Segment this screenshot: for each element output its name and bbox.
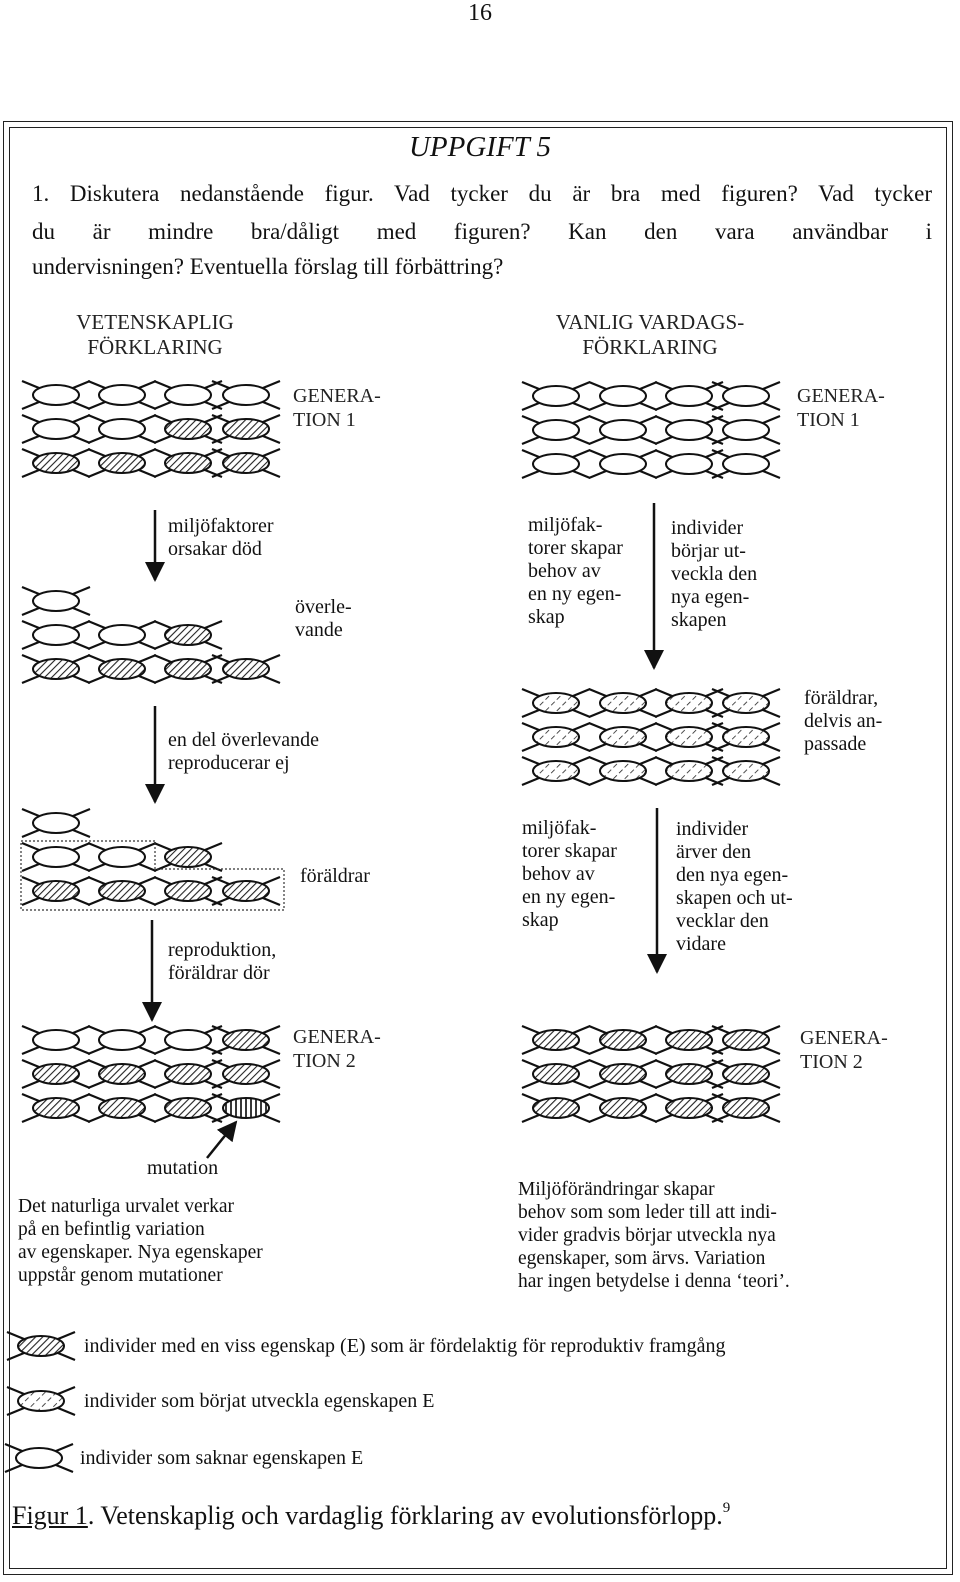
left-header: VETENSKAPLIG FÖRKLARING [76,310,234,359]
legend-text-partial: individer som börjat utveckla egenskapen E [84,1390,435,1412]
right-parents-label: föräldrar, delvis an- passade [804,687,883,755]
hatched-individual-icon [154,1094,222,1122]
plain-individual-icon [712,450,780,478]
right-step2-left-label: miljöfak- torer skapar behov av en ny egen- skap [522,817,617,931]
hatched-individual-icon [22,1094,90,1122]
hatched-individual-icon [712,1026,780,1054]
hatched-individual-icon [154,415,222,443]
hatched-individual-icon [655,1026,723,1054]
legend-text-plain: individer som saknar egenskapen E [80,1447,364,1469]
plain-individual-icon [655,382,723,410]
right-step1-right-label: individer börjar ut- veckla den nya egen- skapen [671,517,758,631]
plain-individual-icon [154,1026,222,1054]
hatched-individual-icon [212,877,280,905]
plain-individual-icon [589,382,657,410]
left-gen2-label: GENERA- TION 2 [293,1026,381,1072]
hatched-individual-icon [22,1060,90,1088]
hatched-individual-icon [522,1094,590,1122]
hatched-individual-icon [522,1026,590,1054]
mutant-individual-icon [212,1094,280,1122]
plain-individual-icon [22,381,90,409]
hatched-individual-icon [88,1060,156,1088]
parents-label: föräldrar [300,865,370,887]
right-summary: Miljöförändringar skapar behov som som leder till att indi- vider gradvis börjar utveckla nya egenskaper, som ärvs. Variation har ingen betydelse i denna ‘teori’. [518,1179,790,1292]
hatched-individual-icon [589,1060,657,1088]
hatched-individual-icon [154,655,222,683]
left-gen1-label: GENERA- TION 1 [293,385,381,431]
partially-hatched-individual-icon [655,689,723,717]
right-step2-right-label: individer ärver den den nya egen- skapen och ut- vecklar den vidare [676,818,793,955]
left-step3-label: reproduktion, föräldrar dör [168,939,277,984]
plain-individual-icon [22,415,90,443]
hatched-individual-icon [589,1026,657,1054]
left-step2-label: en del överlevande reproducerar ej [168,729,320,774]
task-title: UPPGIFT 5 [408,131,552,163]
hatched-individual-icon [88,877,156,905]
mutation-label: mutation [147,1157,219,1179]
plain-individual-icon [522,450,590,478]
partially-hatched-individual-icon [712,723,780,751]
plain-individual-icon [589,416,657,444]
plain-individual-icon [522,416,590,444]
hatched-individual-icon [212,1060,280,1088]
hatched-individual-icon [655,1060,723,1088]
plain-individual-icon [22,587,90,615]
right-step1-left-label: miljöfak- torer skapar behov av en ny egen- skap [528,514,623,628]
left-step1-label: miljöfaktorer orsakar död [168,515,274,560]
hatched-individual-icon [712,1060,780,1088]
hatched-individual-icon [22,655,90,683]
hatched-individual-icon [522,1060,590,1088]
partially-hatched-individual-icon [522,723,590,751]
hatched-individual-icon [88,1094,156,1122]
footnote-marker: 9 [722,1500,731,1516]
partially-hatched-individual-icon [712,757,780,785]
hatched-individual-icon [154,621,222,649]
partially-hatched-individual-icon [589,723,657,751]
hatched-individual-icon [712,1094,780,1122]
plain-individual-icon [22,809,90,837]
hatched-individual-icon [22,877,90,905]
partially-hatched-individual-icon [655,757,723,785]
plain-individual-icon [655,450,723,478]
plain-individual-icon [22,843,90,871]
partially-hatched-individual-icon [7,1387,75,1415]
plain-individual-icon [22,621,90,649]
page-number: 16 [468,0,492,26]
plain-individual-icon [88,1026,156,1054]
plain-individual-icon [88,621,156,649]
plain-individual-icon [88,381,156,409]
hatched-individual-icon [154,843,222,871]
plain-individual-icon [522,382,590,410]
partially-hatched-individual-icon [655,723,723,751]
hatched-individual-icon [212,449,280,477]
hatched-individual-icon [88,655,156,683]
right-gen2-label: GENERA- TION 2 [800,1027,888,1073]
plain-individual-icon [589,450,657,478]
hatched-individual-icon [589,1094,657,1122]
question-line: du är mindre bra/dåligt med figuren? Kan den vara användbar i [32,219,932,244]
plain-individual-icon [88,843,156,871]
right-gen1-label: GENERA- TION 1 [797,385,885,431]
partially-hatched-individual-icon [589,757,657,785]
hatched-individual-icon [212,415,280,443]
hatched-individual-icon [212,655,280,683]
left-summary: Det naturliga urvalet verkar på en befintlig variation av egenskaper. Nya egenskaper uppstår genom mutationer [18,1196,263,1286]
mutation-arrow [207,1122,236,1158]
figure-label: Figur 1 [12,1501,88,1530]
hatched-individual-icon [22,449,90,477]
plain-individual-icon [88,415,156,443]
hatched-individual-icon [154,1060,222,1088]
question-line: undervisningen? Eventuella förslag till förbättring? [32,254,504,279]
question-line: 1. Diskutera nedanstående figur. Vad tycker du är bra med figuren? Vad tycker [32,181,932,206]
hatched-individual-icon [655,1094,723,1122]
legend-text-hatched: individer med en viss egenskap (E) som är fördelaktig för reproduktiv framgång [84,1335,726,1357]
hatched-individual-icon [154,449,222,477]
partially-hatched-individual-icon [522,689,590,717]
plain-individual-icon [5,1444,73,1472]
right-header: VANLIG VARDAGS- FÖRKLARING [555,310,745,359]
plain-individual-icon [655,416,723,444]
plain-individual-icon [212,381,280,409]
plain-individual-icon [154,381,222,409]
plain-individual-icon [712,416,780,444]
hatched-individual-icon [212,1026,280,1054]
partially-hatched-individual-icon [522,757,590,785]
hatched-individual-icon [154,877,222,905]
survivors-label: överle- vande [295,596,352,641]
hatched-individual-icon [88,449,156,477]
plain-individual-icon [22,1026,90,1054]
caption-text: . Vetenskaplig och vardaglig förklaring av evolutionsförlopp. [87,1501,723,1530]
plain-individual-icon [712,382,780,410]
partially-hatched-individual-icon [589,689,657,717]
hatched-individual-icon [7,1332,75,1360]
partially-hatched-individual-icon [712,689,780,717]
